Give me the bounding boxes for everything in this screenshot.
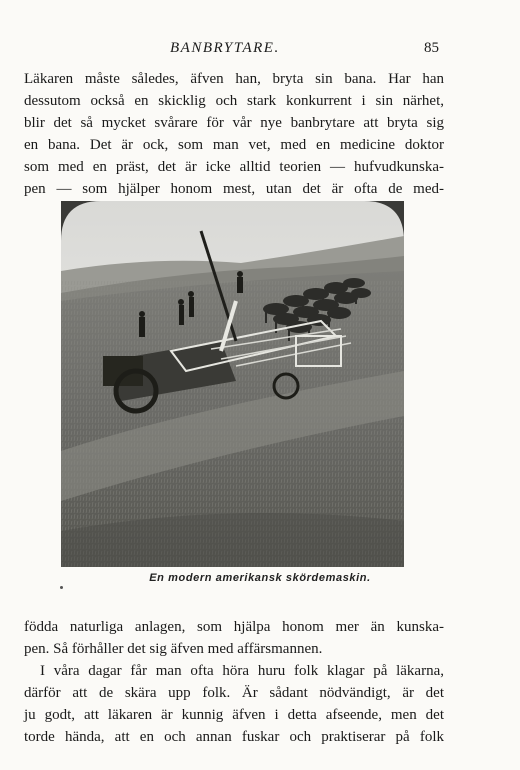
- text-line: torde hända, att en och annan fuskar och praktiserar på folk: [24, 729, 444, 745]
- harvester-photograph: [61, 201, 404, 567]
- running-title: BANBRYTARE.: [170, 40, 280, 56]
- text-line: pen. Så förhåller det sig äfven med affärsmannen.: [24, 641, 323, 657]
- paragraph-bottom: [24, 616, 444, 748]
- text-line: en bana. Det är ock, som man vet, med en medicine doktor: [24, 137, 444, 153]
- text-line: dessutom också en skicklig och stark konkurrent i sin närhet,: [24, 93, 444, 109]
- text-line: som med en präst, det är icke alltid teorien — hufvudkunska-: [24, 159, 444, 175]
- harvester-illustration: [61, 201, 404, 567]
- text-line: I våra dagar får man ofta höra huru folk klagar på läkarna,: [40, 663, 444, 679]
- text-line: Läkaren måste således, äfven han, bryta sin bana. Har han: [24, 71, 444, 87]
- text-line: blir det så mycket svårare för vår nye banbrytare att bryta sig: [24, 115, 444, 131]
- figure-caption: En modern amerikansk skördemaskin.: [149, 572, 371, 584]
- text-line: födda naturliga anlagen, som hjälpa honom mer än kunska-: [24, 619, 444, 635]
- paragraph-top: [24, 68, 444, 200]
- text-line: pen — som hjälper honom mest, utan det är ofta de med-: [24, 181, 444, 197]
- text-line: ju godt, att läkaren är kunnig äfven i detta afseende, men det: [24, 707, 444, 723]
- text-line: därför att de skära upp folk. Är sådant nödvändigt, är det: [24, 685, 444, 701]
- page-number: 85: [424, 40, 439, 56]
- print-speck: [60, 586, 63, 589]
- running-head: [0, 40, 520, 60]
